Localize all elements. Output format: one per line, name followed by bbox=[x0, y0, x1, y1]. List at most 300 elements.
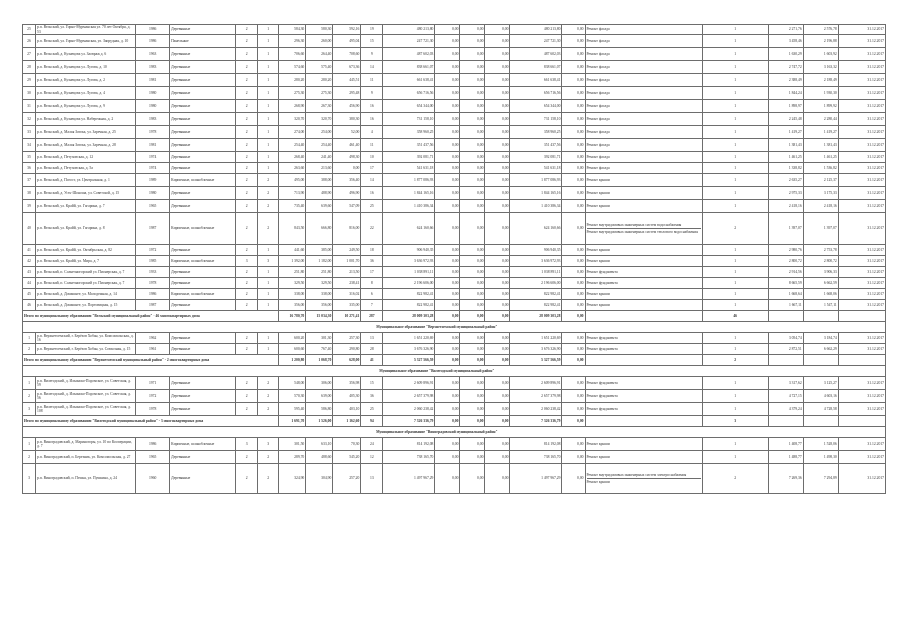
works-count: 1 bbox=[702, 163, 768, 174]
fund-federal: 0,00 bbox=[435, 100, 460, 113]
total-cost: 3 636 972,93 bbox=[510, 256, 562, 267]
build-year: 1983 bbox=[136, 61, 170, 74]
table-row bbox=[23, 289, 886, 300]
entrances-count: 1 bbox=[258, 278, 279, 289]
living-area: 254,40 bbox=[306, 139, 333, 152]
row-number: 34 bbox=[23, 139, 36, 152]
work-type bbox=[585, 333, 702, 344]
max-unit-cost: 3 184,74 bbox=[803, 333, 838, 344]
total-area: 713,90 bbox=[279, 187, 306, 200]
max-unit-cost: 4 728,58 bbox=[803, 403, 838, 416]
common-area: 356,40 bbox=[333, 174, 361, 187]
subtotal-count: 46 bbox=[702, 311, 768, 322]
subtotal-res: 94 bbox=[361, 416, 383, 427]
address: р.п. Верхнетоемский, г. Берёзов Хобан, ул. Комсомольская, д. 16 bbox=[36, 333, 136, 344]
total-cost: 624 160,66 bbox=[510, 213, 562, 245]
floors-count: 2 bbox=[236, 25, 258, 35]
table-row bbox=[23, 256, 886, 267]
living-area: 254,00 bbox=[306, 126, 333, 139]
build-year: 1980 bbox=[136, 187, 170, 200]
row-number: 29 bbox=[23, 74, 36, 87]
row-number: 2 bbox=[23, 451, 36, 464]
wall-material: Деревянные bbox=[170, 464, 236, 494]
work-type bbox=[585, 438, 702, 451]
total-area: 584,30 bbox=[279, 25, 306, 35]
address: р.п. Вельский, д. Домашнее, ул. Портовицкая, д. 15 bbox=[36, 300, 136, 311]
work-type bbox=[585, 403, 702, 416]
owners-funds: 0,00 bbox=[562, 438, 585, 451]
table-row bbox=[23, 187, 886, 200]
total-cost: 541 631,18 bbox=[510, 163, 562, 174]
repair-cost: 351 437,56 bbox=[383, 139, 435, 152]
floors-count: 2 bbox=[236, 403, 258, 416]
build-year: 1965 bbox=[136, 200, 170, 213]
muni-blank bbox=[838, 322, 885, 333]
fund-regional: 0,00 bbox=[460, 163, 485, 174]
common-area: 295,48 bbox=[333, 87, 361, 100]
work-type-item: Ремонт фундамента bbox=[586, 269, 618, 274]
row-number: 32 bbox=[23, 113, 36, 126]
subtotal-total: 5 327 566,59 bbox=[510, 355, 562, 366]
fund-federal: 0,00 bbox=[435, 187, 460, 200]
table-row bbox=[23, 390, 886, 403]
work-type-item: Ремонт внутридомовых инженерных систем теплового водоснабжения bbox=[586, 230, 698, 234]
unit-cost: 2 245,48 bbox=[768, 113, 803, 126]
floors-count: 2 bbox=[236, 87, 258, 100]
work-type bbox=[585, 390, 702, 403]
work-type bbox=[585, 87, 702, 100]
fund-local: 0,00 bbox=[485, 464, 510, 494]
fund-local: 0,00 bbox=[485, 126, 510, 139]
repair-cost: 654 344,00 bbox=[383, 100, 435, 113]
common-area: 380,30 bbox=[333, 113, 361, 126]
wall-material: Деревянные bbox=[170, 87, 236, 100]
common-area: 316,02 bbox=[333, 289, 361, 300]
fund-local: 0,00 bbox=[485, 390, 510, 403]
max-unit-cost: 3 163,32 bbox=[803, 61, 838, 74]
fund-regional: 0,00 bbox=[460, 267, 485, 278]
owners-funds: 0,00 bbox=[562, 377, 585, 390]
common-area: 257,20 bbox=[333, 464, 361, 494]
floors-count: 2 bbox=[236, 126, 258, 139]
build-year: 1986 bbox=[136, 289, 170, 300]
table-row bbox=[23, 100, 886, 113]
fund-local: 0,00 bbox=[485, 25, 510, 35]
works-count: 1 bbox=[702, 126, 768, 139]
owners-funds: 0,00 bbox=[562, 48, 585, 61]
total-area: 706,60 bbox=[279, 48, 306, 61]
row-number: 25 bbox=[23, 25, 36, 35]
address: р.п. Вельский, д. Кузнецова ул. Лугова, д. 9 bbox=[36, 100, 136, 113]
work-type-item: Ремонт крыши bbox=[586, 302, 610, 307]
work-type bbox=[585, 278, 702, 289]
work-type-item: Ремонт крыши bbox=[586, 480, 610, 484]
fund-regional: 0,00 bbox=[460, 100, 485, 113]
living-area: 639,00 bbox=[306, 390, 333, 403]
owners-funds: 0,00 bbox=[562, 87, 585, 100]
fund-regional: 0,00 bbox=[460, 344, 485, 355]
work-type bbox=[585, 200, 702, 213]
fund-local: 0,00 bbox=[485, 267, 510, 278]
owners-funds: 0,00 bbox=[562, 200, 585, 213]
living-area: 241,40 bbox=[306, 152, 333, 163]
fund-local: 0,00 bbox=[485, 451, 510, 464]
max-unit-cost: 2 800,72 bbox=[803, 256, 838, 267]
total-area: 600,60 bbox=[279, 344, 306, 355]
build-year: 1962 bbox=[136, 333, 170, 344]
subtotal-s1: 1 691,70 bbox=[279, 416, 306, 427]
work-type bbox=[585, 451, 702, 464]
residents-count: 8 bbox=[361, 278, 383, 289]
living-area: 639,60 bbox=[306, 200, 333, 213]
fund-local: 0,00 bbox=[485, 200, 510, 213]
repair-cost: 822 982,41 bbox=[383, 289, 435, 300]
unit-cost: 8 665,59 bbox=[768, 278, 803, 289]
repair-cost: 738 165,70 bbox=[383, 451, 435, 464]
fund-federal: 0,00 bbox=[435, 35, 460, 48]
address: р.п. Вельский, д. Петуховская, д. 5а bbox=[36, 163, 136, 174]
municipality-header-row bbox=[23, 366, 886, 377]
fund-federal: 0,00 bbox=[435, 333, 460, 344]
row-number: 3 bbox=[23, 403, 36, 416]
floors-count: 2 bbox=[236, 344, 258, 355]
living-area: 260,00 bbox=[306, 35, 333, 48]
living-area: 213,60 bbox=[306, 163, 333, 174]
work-type-item: Ремонт фундамента bbox=[586, 393, 618, 398]
residents-count: 28 bbox=[361, 344, 383, 355]
total-cost: 247 721,30 bbox=[510, 35, 562, 48]
fund-regional: 0,00 bbox=[460, 113, 485, 126]
residents-count: 18 bbox=[361, 245, 383, 256]
deadline: 31.12.2017 bbox=[838, 87, 885, 100]
deadline: 31.12.2017 bbox=[838, 100, 885, 113]
max-unit-cost: 2 576,78 bbox=[803, 25, 838, 35]
floors-count: 2 bbox=[236, 74, 258, 87]
wall-material: Деревянные bbox=[170, 74, 236, 87]
owners-funds: 0,00 bbox=[562, 139, 585, 152]
works-count: 1 bbox=[702, 74, 768, 87]
max-unit-cost: 6 662,29 bbox=[803, 344, 838, 355]
total-area: 356,00 bbox=[279, 300, 306, 311]
entrances-count: 2 bbox=[258, 187, 279, 200]
residents-count: 9 bbox=[361, 87, 383, 100]
owners-funds: 0,00 bbox=[562, 35, 585, 48]
entrances-count: 1 bbox=[258, 35, 279, 48]
total-cost: 838 661,07 bbox=[510, 61, 562, 74]
subtotal-total: 28 009 303,28 bbox=[510, 311, 562, 322]
subtotal-s3: 10 271,41 bbox=[333, 311, 361, 322]
subtotal-blank bbox=[838, 355, 885, 366]
residents-count: 17 bbox=[361, 163, 383, 174]
works-count: 1 bbox=[702, 48, 768, 61]
max-unit-cost: 1 498,30 bbox=[803, 451, 838, 464]
fund-local: 0,00 bbox=[485, 113, 510, 126]
unit-cost: 2 800,72 bbox=[768, 256, 803, 267]
total-area: 268,40 bbox=[279, 152, 306, 163]
work-type-item: Ремонт крыши bbox=[586, 258, 610, 263]
row-number: 36 bbox=[23, 163, 36, 174]
deadline: 31.12.2017 bbox=[838, 464, 885, 494]
total-area: 329,50 bbox=[279, 278, 306, 289]
max-unit-cost: 1 536,82 bbox=[803, 163, 838, 174]
owners-funds: 0,00 bbox=[562, 152, 585, 163]
table-row bbox=[23, 48, 886, 61]
owners-funds: 0,00 bbox=[562, 289, 585, 300]
repair-cost: 906 940,35 bbox=[383, 245, 435, 256]
fund-federal: 0,00 bbox=[435, 61, 460, 74]
works-count: 1 bbox=[702, 390, 768, 403]
residents-count: 12 bbox=[361, 451, 383, 464]
fund-federal: 0,00 bbox=[435, 451, 460, 464]
build-year: 1981 bbox=[136, 74, 170, 87]
entrances-count: 2 bbox=[258, 377, 279, 390]
living-area: 767,40 bbox=[306, 344, 333, 355]
living-area: 666,80 bbox=[306, 213, 333, 245]
total-area: 251,80 bbox=[279, 267, 306, 278]
living-area: 586,80 bbox=[306, 403, 333, 416]
residents-count: 15 bbox=[361, 377, 383, 390]
deadline: 31.12.2017 bbox=[838, 333, 885, 344]
fund-regional: 0,00 bbox=[460, 213, 485, 245]
unit-cost: 2 418,16 bbox=[768, 200, 803, 213]
max-unit-cost: 2 196,88 bbox=[803, 35, 838, 48]
floors-count: 2 bbox=[236, 267, 258, 278]
entrances-count: 1 bbox=[258, 267, 279, 278]
work-type bbox=[585, 300, 702, 311]
fund-federal: 0,00 bbox=[435, 163, 460, 174]
residents-count: 16 bbox=[361, 100, 383, 113]
total-cost: 661 638,41 bbox=[510, 74, 562, 87]
wall-material: Панельные bbox=[170, 35, 236, 48]
max-unit-cost: 1 930,30 bbox=[803, 87, 838, 100]
deadline: 31.12.2017 bbox=[838, 25, 885, 35]
common-area: 335,00 bbox=[333, 300, 361, 311]
fund-regional: 0,00 bbox=[460, 61, 485, 74]
address: р.п. Вилегодский, д. Ильинско-Подомское, ул. Советская, д. 108 bbox=[36, 403, 136, 416]
fund-federal: 0,00 bbox=[435, 139, 460, 152]
total-cost: 2 657 379,98 bbox=[510, 390, 562, 403]
subtotal-cost: 5 327 566,59 bbox=[383, 355, 435, 366]
residents-count: 11 bbox=[361, 74, 383, 87]
table-row bbox=[23, 61, 886, 74]
wall-material: Деревянные bbox=[170, 187, 236, 200]
row-number: 40 bbox=[23, 213, 36, 245]
entrances-count: 2 bbox=[258, 174, 279, 187]
address: р.п. Вельский, ул. Крайй, ул. Гагарина, д. 8 bbox=[36, 213, 136, 245]
unit-cost: 2 872,51 bbox=[768, 344, 803, 355]
works-count: 1 bbox=[702, 267, 768, 278]
works-count: 1 bbox=[702, 300, 768, 311]
fund-federal: 0,00 bbox=[435, 267, 460, 278]
common-area: 816,00 bbox=[333, 213, 361, 245]
row-number: 39 bbox=[23, 200, 36, 213]
residents-count: 13 bbox=[361, 333, 383, 344]
owners-funds: 0,00 bbox=[562, 25, 585, 35]
repair-cost: 1 844 165,16 bbox=[383, 187, 435, 200]
deadline: 31.12.2017 bbox=[838, 300, 885, 311]
subtotal-z3: 0,00 bbox=[485, 311, 510, 322]
fund-regional: 0,00 bbox=[460, 390, 485, 403]
fund-federal: 0,00 bbox=[435, 289, 460, 300]
max-unit-cost: 2 188,49 bbox=[803, 74, 838, 87]
owners-funds: 0,00 bbox=[562, 267, 585, 278]
total-cost: 822 982,41 bbox=[510, 300, 562, 311]
build-year: 1986 bbox=[136, 438, 170, 451]
muni-blank bbox=[838, 427, 885, 438]
row-number: 1 bbox=[23, 438, 36, 451]
total-cost: 487 602,03 bbox=[510, 48, 562, 61]
living-area: 488,90 bbox=[306, 187, 333, 200]
row-number: 2 bbox=[23, 344, 36, 355]
total-cost: 738 165,70 bbox=[510, 451, 562, 464]
deadline: 31.12.2017 bbox=[838, 48, 885, 61]
entrances-count: 3 bbox=[258, 438, 279, 451]
works-count: 1 bbox=[702, 152, 768, 163]
fund-regional: 0,00 bbox=[460, 278, 485, 289]
unit-cost: 2 747,72 bbox=[768, 61, 803, 74]
repair-cost: 1 877 086,93 bbox=[383, 174, 435, 187]
living-area: 280,20 bbox=[306, 74, 333, 87]
subtotal-row bbox=[23, 416, 886, 427]
address: р.п. Верхнетоемский, г. Берёзов Хобан, ул. Совхозная, д. 15 bbox=[36, 344, 136, 355]
fund-federal: 0,00 bbox=[435, 390, 460, 403]
municipality-header-row bbox=[23, 322, 886, 333]
common-area: 498,30 bbox=[333, 152, 361, 163]
floors-count: 2 bbox=[236, 174, 258, 187]
address: р.п. Вельский, д. Кузнецова ул. Лугова, д. 2 bbox=[36, 74, 136, 87]
repair-cost: 247 721,30 bbox=[383, 35, 435, 48]
fund-local: 0,00 bbox=[485, 35, 510, 48]
total-cost: 1 410 386,34 bbox=[510, 200, 562, 213]
unit-cost: 3 458,46 bbox=[768, 35, 803, 48]
works-count: 1 bbox=[702, 344, 768, 355]
fund-federal: 0,00 bbox=[435, 113, 460, 126]
residents-count: 19 bbox=[361, 25, 383, 35]
floors-count: 2 bbox=[236, 200, 258, 213]
wall-material: Деревянные bbox=[170, 300, 236, 311]
repair-cost: 2 609 896,91 bbox=[383, 377, 435, 390]
total-cost: 814 192,08 bbox=[510, 438, 562, 451]
total-area: 495,00 bbox=[279, 174, 306, 187]
floors-count: 2 bbox=[236, 333, 258, 344]
fund-federal: 0,00 bbox=[435, 200, 460, 213]
work-type-item: Ремонт фундамента bbox=[586, 380, 618, 385]
common-area: 403,10 bbox=[333, 403, 361, 416]
works-count: 1 bbox=[702, 139, 768, 152]
subtotal-blank bbox=[768, 311, 803, 322]
fund-federal: 0,00 bbox=[435, 126, 460, 139]
subtotal-blank bbox=[585, 355, 702, 366]
address: р.п. Вельский, д. Погост, ул. Центральная, д. 1 bbox=[36, 174, 136, 187]
table-row bbox=[23, 438, 886, 451]
common-area: 545,20 bbox=[333, 451, 361, 464]
subtotal-blank bbox=[838, 416, 885, 427]
total-cost: 906 940,35 bbox=[510, 245, 562, 256]
work-type bbox=[585, 289, 702, 300]
work-type-item: Ремонт фундамента bbox=[586, 346, 618, 351]
address: р.п. Вельский, п. Солнечногорский ул. Пионерская, д. 7 bbox=[36, 278, 136, 289]
fund-local: 0,00 bbox=[485, 213, 510, 245]
total-cost: 822 982,41 bbox=[510, 289, 562, 300]
fund-regional: 0,00 bbox=[460, 438, 485, 451]
fund-federal: 0,00 bbox=[435, 438, 460, 451]
max-unit-cost: 1 668,06 bbox=[803, 289, 838, 300]
unit-cost: 1 461,25 bbox=[768, 152, 803, 163]
wall-material: Деревянные bbox=[170, 48, 236, 61]
work-type bbox=[585, 48, 702, 61]
entrances-count: 1 bbox=[258, 300, 279, 311]
fund-local: 0,00 bbox=[485, 187, 510, 200]
subtotal-s1: 16 780,70 bbox=[279, 311, 306, 322]
fund-regional: 0,00 bbox=[460, 25, 485, 35]
build-year: 1972 bbox=[136, 245, 170, 256]
living-area: 580,30 bbox=[306, 25, 333, 35]
work-type-item: Ремонт крыши bbox=[586, 247, 610, 252]
owners-funds: 0,00 bbox=[562, 344, 585, 355]
fund-local: 0,00 bbox=[485, 100, 510, 113]
work-type bbox=[585, 245, 702, 256]
subtotal-row bbox=[23, 311, 886, 322]
total-cost: 656 716,56 bbox=[510, 87, 562, 100]
owners-funds: 0,00 bbox=[562, 300, 585, 311]
deadline: 31.12.2017 bbox=[838, 377, 885, 390]
entrances-count: 2 bbox=[258, 390, 279, 403]
work-type-item: Ремонт фасада bbox=[586, 165, 610, 170]
work-type-item: Ремонт фасада bbox=[586, 154, 610, 159]
unit-cost: 1 898,97 bbox=[768, 100, 803, 113]
build-year: 1971 bbox=[136, 377, 170, 390]
fund-regional: 0,00 bbox=[460, 300, 485, 311]
address: р.п. Вельский, д. Петуховская, д. 12 bbox=[36, 152, 136, 163]
muni-blank bbox=[23, 366, 36, 377]
works-count: 2 bbox=[702, 464, 768, 494]
work-type bbox=[585, 74, 702, 87]
common-area: 257,30 bbox=[333, 333, 361, 344]
unit-cost: 1 844,24 bbox=[768, 87, 803, 100]
entrances-count: 1 bbox=[258, 100, 279, 113]
subtotal-blank bbox=[803, 416, 838, 427]
table-row bbox=[23, 245, 886, 256]
floors-count: 2 bbox=[236, 451, 258, 464]
living-area: 575,40 bbox=[306, 61, 333, 74]
total-cost: 654 344,00 bbox=[510, 100, 562, 113]
living-area: 251,80 bbox=[306, 267, 333, 278]
subtotal-s3: 1 162,60 bbox=[333, 416, 361, 427]
fund-local: 0,00 bbox=[485, 403, 510, 416]
subtotal-count: 3 bbox=[702, 416, 768, 427]
max-unit-cost: 1 528,06 bbox=[803, 438, 838, 451]
floors-count: 2 bbox=[236, 163, 258, 174]
build-year: 1974 bbox=[136, 152, 170, 163]
works-count: 1 bbox=[702, 377, 768, 390]
table-row bbox=[23, 163, 886, 174]
housing-repair-table bbox=[22, 24, 886, 494]
wall-material: Деревянные bbox=[170, 344, 236, 355]
entrances-count: 1 bbox=[258, 139, 279, 152]
build-year: 1985 bbox=[136, 256, 170, 267]
total-cost: 1 877 086,93 bbox=[510, 174, 562, 187]
work-type-item: Ремонт фасада bbox=[586, 142, 610, 147]
subtotal-ud: 0,00 bbox=[562, 416, 585, 427]
living-area: 301,30 bbox=[306, 333, 333, 344]
subtotal-res: 287 bbox=[361, 311, 383, 322]
residents-count: 25 bbox=[361, 200, 383, 213]
fund-regional: 0,00 bbox=[460, 256, 485, 267]
repair-cost: 541 631,18 bbox=[383, 163, 435, 174]
owners-funds: 0,00 bbox=[562, 403, 585, 416]
address: р.п. Вельский, д. Кузнецова ул. Набережная, д. 2 bbox=[36, 113, 136, 126]
repair-cost: 838 661,07 bbox=[383, 61, 435, 74]
